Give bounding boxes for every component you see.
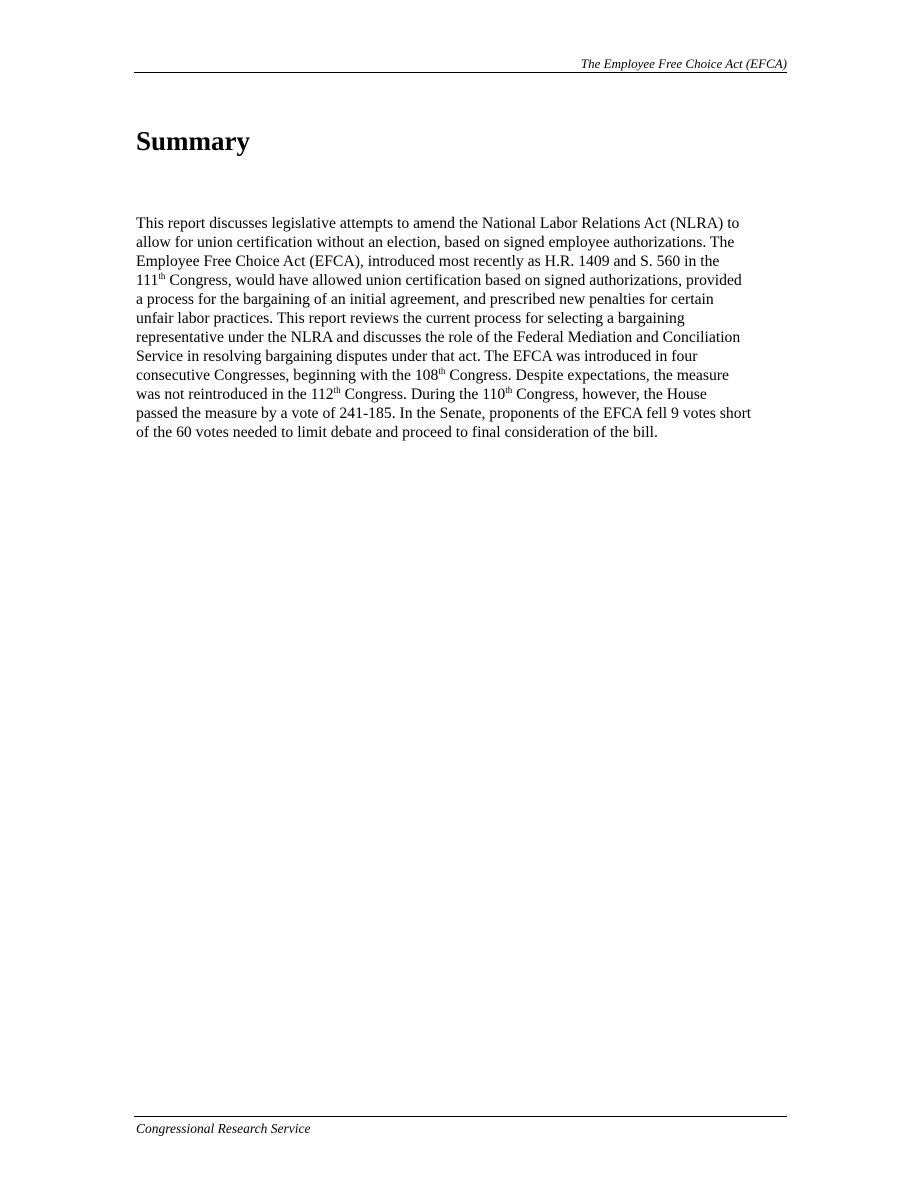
header-divider: [134, 72, 787, 73]
ordinal-superscript: th: [333, 385, 341, 395]
summary-line: [136, 290, 790, 309]
ordinal-superscript: th: [438, 366, 446, 376]
summary-line: [136, 404, 790, 423]
summary-text: representative under the NLRA and discusses the role of the Federal Mediation and Conciliation: [136, 329, 741, 346]
summary-text: of the 60 votes needed to limit debate and proceed to final consideration of the bill.: [136, 424, 658, 441]
summary-line: [136, 385, 790, 404]
summary-line: [136, 271, 790, 290]
summary-text: Employee Free Choice Act (EFCA), introduced most recently as H.R. 1409 and S. 560 in the: [136, 253, 720, 270]
summary-text: unfair labor practices. This report reviews the current process for selecting a bargaining: [136, 310, 685, 327]
footer-divider: [134, 1116, 787, 1117]
summary-text: Congress. Despite expectations, the measure: [445, 367, 729, 384]
summary-line: [136, 233, 790, 252]
summary-text: 111: [136, 272, 159, 289]
running-footer-organization: Congressional Research Service: [136, 1121, 311, 1136]
summary-line: [136, 347, 790, 366]
summary-text: Congress, would have allowed union certification based on signed authorizations, provided: [165, 272, 742, 289]
summary-text: Congress. During the 110: [340, 386, 506, 403]
summary-text: a process for the bargaining of an initial agreement, and prescribed new penalties for certain: [136, 291, 714, 308]
summary-line: [136, 366, 790, 385]
summary-line: [136, 214, 790, 233]
summary-line: [136, 328, 790, 347]
summary-text: Congress, however, the House: [512, 386, 707, 403]
summary-line: [136, 423, 790, 442]
summary-text: This report discusses legislative attempts to amend the National Labor Relations Act (NLRA) to: [136, 215, 740, 232]
summary-text: consecutive Congresses, beginning with the 108: [136, 367, 439, 384]
summary-text: passed the measure by a vote of 241-185. In the Senate, proponents of the EFCA fell 9 votes short: [136, 405, 752, 422]
summary-line: [136, 252, 790, 271]
summary-text: was not reintroduced in the 112: [136, 386, 334, 403]
running-header-title: The Employee Free Choice Act (EFCA): [580, 56, 787, 71]
ordinal-superscript: th: [158, 271, 166, 281]
summary-text: Service in resolving bargaining disputes under that act. The EFCA was introduced in four: [136, 348, 698, 365]
summary-line: [136, 309, 790, 328]
page-title: Summary: [136, 126, 250, 156]
ordinal-superscript: th: [505, 385, 513, 395]
summary-paragraph: [136, 214, 790, 442]
summary-text: allow for union certification without an election, based on signed employee authorizations. The: [136, 234, 735, 251]
